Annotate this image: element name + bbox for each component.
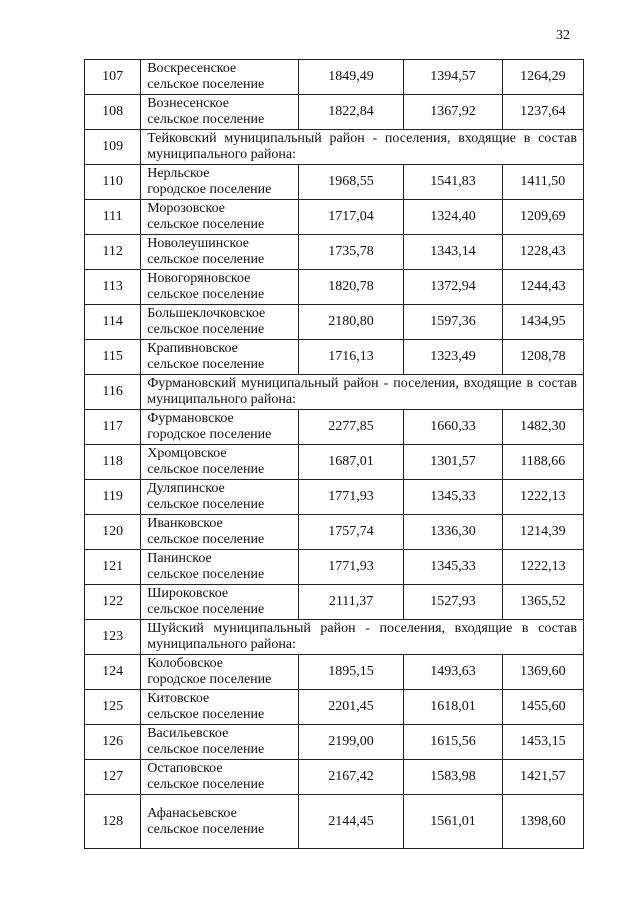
settlement-name-line1: Фурмановское [147, 411, 234, 426]
settlement-type-line2: городское поселение [147, 182, 272, 197]
value-col-3: 1411,50 [502, 165, 583, 200]
value-col-3: 1398,60 [502, 795, 583, 849]
value-col-2: 1541,83 [404, 165, 502, 200]
value-col-2: 1493,63 [404, 655, 502, 690]
row-number: 128 [85, 795, 141, 849]
row-number: 119 [85, 480, 141, 515]
settlement-name [141, 480, 299, 515]
value-col-3: 1208,78 [502, 340, 583, 375]
value-col-1: 1687,01 [298, 445, 403, 480]
row-number: 115 [85, 340, 141, 375]
settlement-name [141, 690, 299, 725]
value-col-3: 1455,60 [502, 690, 583, 725]
district-heading: Шуйский муниципальный район - поселения, входящие в состав муниципального района: [141, 620, 584, 655]
value-col-1: 1849,49 [298, 60, 403, 95]
value-col-3: 1222,13 [502, 550, 583, 585]
settlement-type-line2: городское поселение [147, 427, 272, 442]
settlement-type-line2: сельское поселение [147, 532, 265, 547]
table-row [85, 725, 584, 760]
settlement-type-line2: сельское поселение [147, 252, 265, 267]
row-number: 122 [85, 585, 141, 620]
settlements-table [84, 59, 584, 849]
settlement-type-line2: сельское поселение [147, 217, 265, 232]
value-col-2: 1527,93 [404, 585, 502, 620]
settlement-name [141, 760, 299, 795]
value-col-3: 1188,66 [502, 445, 583, 480]
value-col-2: 1597,36 [404, 305, 502, 340]
row-number: 116 [85, 375, 141, 410]
row-number: 110 [85, 165, 141, 200]
row-number: 121 [85, 550, 141, 585]
settlement-name [141, 655, 299, 690]
value-col-2: 1394,57 [404, 60, 502, 95]
settlement-name-line1: Панинское [147, 551, 212, 566]
settlement-name-line1: Вознесенское [147, 96, 229, 111]
value-col-1: 1820,78 [298, 270, 403, 305]
table-row [85, 305, 584, 340]
settlement-type-line2: сельское поселение [147, 322, 265, 337]
row-number: 120 [85, 515, 141, 550]
row-number: 107 [85, 60, 141, 95]
table-row [85, 760, 584, 795]
table-row [85, 60, 584, 95]
settlement-name-line1: Новогоряновское [147, 271, 251, 286]
value-col-2: 1372,94 [404, 270, 502, 305]
row-number: 111 [85, 200, 141, 235]
value-col-2: 1561,01 [404, 795, 502, 849]
value-col-3: 1453,15 [502, 725, 583, 760]
table-row [85, 585, 584, 620]
settlement-name [141, 165, 299, 200]
value-col-3: 1244,43 [502, 270, 583, 305]
row-number: 126 [85, 725, 141, 760]
value-col-3: 1482,30 [502, 410, 583, 445]
table-row [85, 410, 584, 445]
settlement-name-line1: Остаповское [147, 761, 223, 776]
value-col-3: 1237,64 [502, 95, 583, 130]
settlement-name [141, 410, 299, 445]
value-col-2: 1343,14 [404, 235, 502, 270]
row-number: 118 [85, 445, 141, 480]
value-col-1: 1771,93 [298, 550, 403, 585]
settlement-type-line2: сельское поселение [147, 462, 265, 477]
value-col-1: 2180,80 [298, 305, 403, 340]
value-col-3: 1369,60 [502, 655, 583, 690]
settlement-type-line2: сельское поселение [147, 112, 265, 127]
value-col-1: 1895,15 [298, 655, 403, 690]
value-col-3: 1264,29 [502, 60, 583, 95]
table-row [85, 690, 584, 725]
settlement-name [141, 795, 299, 849]
value-col-1: 1716,13 [298, 340, 403, 375]
table-row [85, 270, 584, 305]
row-number: 125 [85, 690, 141, 725]
value-col-2: 1660,33 [404, 410, 502, 445]
row-number: 123 [85, 620, 141, 655]
settlement-name [141, 270, 299, 305]
value-col-2: 1583,98 [404, 760, 502, 795]
value-col-3: 1222,13 [502, 480, 583, 515]
district-heading: Фурмановский муниципальный район - поселения, входящие в состав муниципального района: [141, 375, 584, 410]
table-row [85, 340, 584, 375]
settlement-name [141, 60, 299, 95]
settlement-type-line2: сельское поселение [147, 357, 265, 372]
value-col-2: 1336,30 [404, 515, 502, 550]
settlement-name [141, 235, 299, 270]
settlement-type-line2: сельское поселение [147, 777, 265, 792]
value-col-2: 1615,56 [404, 725, 502, 760]
settlement-name-line1: Новолеушинское [147, 236, 249, 251]
settlement-name-line1: Китовское [147, 691, 210, 706]
row-number: 117 [85, 410, 141, 445]
value-col-2: 1301,57 [404, 445, 502, 480]
district-header-row [85, 375, 584, 410]
row-number: 124 [85, 655, 141, 690]
settlement-type-line2: сельское поселение [147, 821, 265, 837]
value-col-1: 1771,93 [298, 480, 403, 515]
table-row [85, 200, 584, 235]
table-row [85, 165, 584, 200]
settlement-name [141, 445, 299, 480]
table-row [85, 515, 584, 550]
value-col-2: 1323,49 [404, 340, 502, 375]
settlement-type-line2: сельское поселение [147, 77, 265, 92]
value-col-1: 1968,55 [298, 165, 403, 200]
value-col-3: 1434,95 [502, 305, 583, 340]
value-col-1: 2111,37 [298, 585, 403, 620]
settlement-type-line2: сельское поселение [147, 602, 265, 617]
table-row [85, 235, 584, 270]
settlement-name [141, 550, 299, 585]
value-col-3: 1365,52 [502, 585, 583, 620]
settlement-type-line2: сельское поселение [147, 567, 265, 582]
settlement-name-line1: Широковское [147, 586, 229, 601]
settlement-name-line1: Морозовское [147, 201, 225, 216]
district-header-row [85, 130, 584, 165]
table-row [85, 445, 584, 480]
settlement-name [141, 200, 299, 235]
value-col-3: 1209,69 [502, 200, 583, 235]
settlement-name-line1: Иванковское [147, 516, 223, 531]
value-col-1: 1735,78 [298, 235, 403, 270]
settlement-name [141, 725, 299, 760]
table-row [85, 95, 584, 130]
settlement-type-line2: сельское поселение [147, 287, 265, 302]
table-row [85, 795, 584, 849]
row-number: 112 [85, 235, 141, 270]
row-number: 109 [85, 130, 141, 165]
settlement-name [141, 95, 299, 130]
value-col-1: 1757,74 [298, 515, 403, 550]
settlement-name-line1: Нерльское [147, 166, 210, 181]
settlement-name-line1: Колобовское [147, 656, 224, 671]
value-col-1: 2201,45 [298, 690, 403, 725]
district-heading: Тейковский муниципальный район - поселения, входящие в состав муниципального района: [141, 130, 584, 165]
settlement-name-line1: Большеклочковское [147, 306, 266, 321]
settlement-type-line2: городское поселение [147, 672, 272, 687]
table-row [85, 480, 584, 515]
settlement-name-line1: Крапивновское [147, 341, 238, 356]
settlement-name [141, 340, 299, 375]
row-number: 108 [85, 95, 141, 130]
settlement-name-line1: Афанасьевское [147, 805, 237, 821]
row-number: 127 [85, 760, 141, 795]
value-col-3: 1214,39 [502, 515, 583, 550]
value-col-1: 2144,45 [298, 795, 403, 849]
value-col-3: 1228,43 [502, 235, 583, 270]
value-col-1: 2199,00 [298, 725, 403, 760]
settlement-type-line2: сельское поселение [147, 707, 265, 722]
row-number: 114 [85, 305, 141, 340]
table-body [85, 60, 584, 849]
row-number: 113 [85, 270, 141, 305]
settlement-name [141, 305, 299, 340]
value-col-2: 1367,92 [404, 95, 502, 130]
value-col-3: 1421,57 [502, 760, 583, 795]
settlement-type-line2: сельское поселение [147, 742, 265, 757]
value-col-1: 2167,42 [298, 760, 403, 795]
value-col-2: 1345,33 [404, 550, 502, 585]
value-col-1: 1717,04 [298, 200, 403, 235]
value-col-2: 1618,01 [404, 690, 502, 725]
value-col-2: 1324,40 [404, 200, 502, 235]
settlement-name-line1: Хромцовское [147, 446, 227, 461]
settlement-name-line1: Васильевское [147, 726, 229, 741]
value-col-2: 1345,33 [404, 480, 502, 515]
settlement-type-line2: сельское поселение [147, 497, 265, 512]
value-col-1: 1822,84 [298, 95, 403, 130]
table-row [85, 655, 584, 690]
page-number: 32 [556, 28, 570, 43]
settlement-name [141, 585, 299, 620]
settlement-name [141, 515, 299, 550]
district-header-row [85, 620, 584, 655]
value-col-1: 2277,85 [298, 410, 403, 445]
settlement-name-line1: Воскресенское [147, 61, 237, 76]
table-row [85, 550, 584, 585]
settlement-name-line1: Дуляпинское [147, 481, 225, 496]
